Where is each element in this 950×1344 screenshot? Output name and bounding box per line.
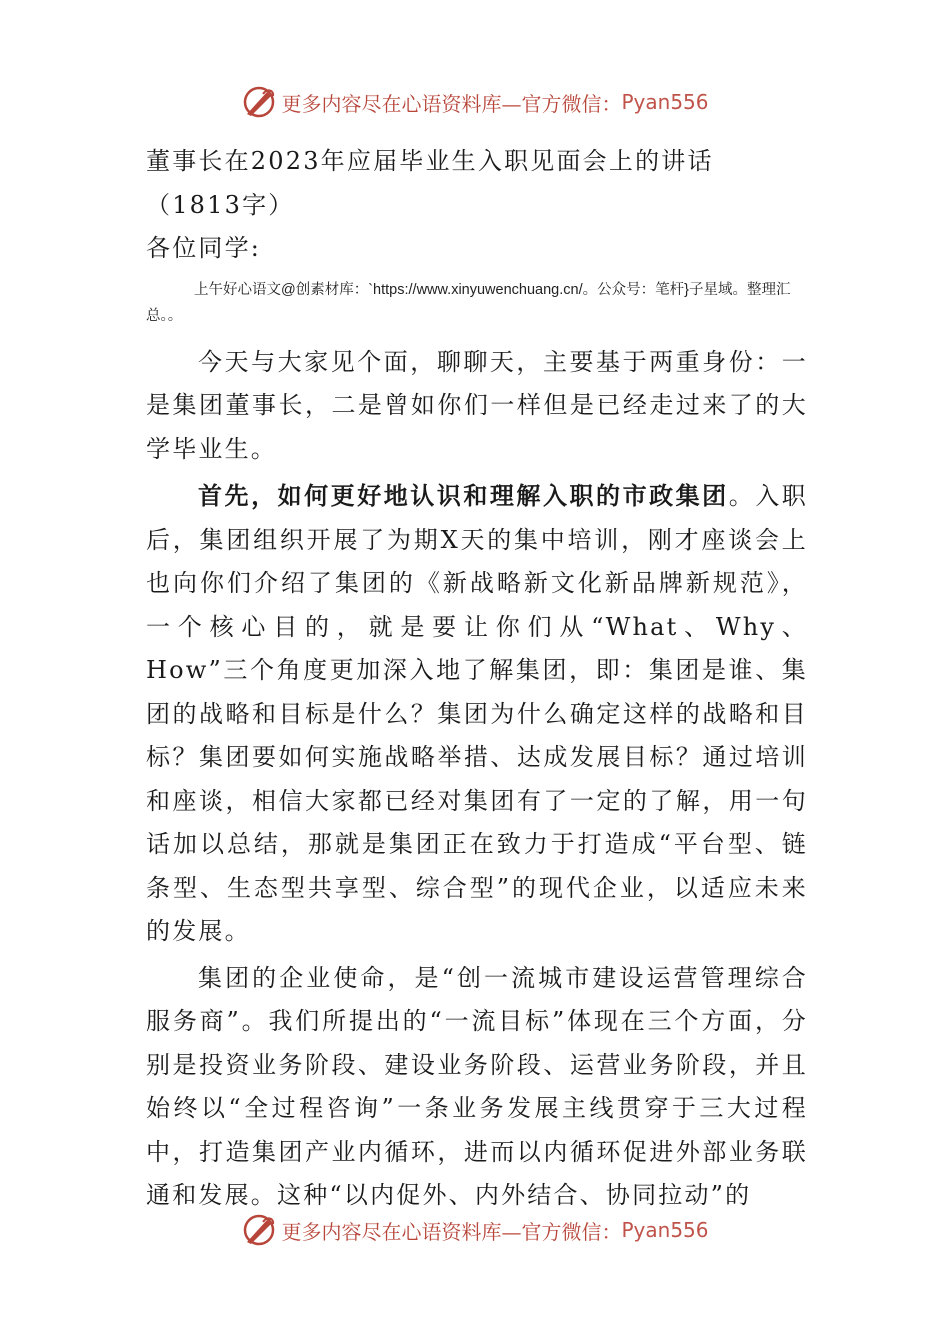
- paragraph-2-heading: 首先，如何更好地认识和理解入职的市政集团: [198, 481, 729, 510]
- footer-wechat-id: Pyan556: [621, 1218, 709, 1242]
- footer-banner: [0, 1210, 950, 1250]
- pen-logo-icon: [241, 84, 277, 120]
- header-banner-text: 更多内容尽在心语资料库—官方微信：: [281, 91, 622, 116]
- paragraph-2-text: 。入职后，集团组织开展了为期X天的集中培训，刚才座谈会上也向你们介绍了集团的《新战略新文化新品牌新规范》，一个核心目的，就是要让你们从“What、Why、How”三个角度更加深入地了解集团，即：集团是谁、集团的战略和目标是什么？集团为什么确定这样的战略和目标？集团要如何实施战略举措、达成发展目标？通过培训和座谈，相信大家都已经对集团有了一定的了解，用一句话加以总结，那就是集团正在致力于打造成“平台型、链条型、生态型共享型、综合型”的现代企业，以适应未来的发展。: [146, 482, 808, 945]
- source-note: [146, 277, 808, 329]
- document-body: [146, 140, 808, 1221]
- paragraph-3: 集团的企业使命，是“创一流城市建设运营管理综合服务商”。我们所提出的“一流目标”体现在三个方面，分别是投资业务阶段、建设业务阶段、运营业务阶段，并且始终以“全过程咨询”一条业务发展主线贯穿于三大过程中，打造集团产业内循环，进而以内循环促进外部业务联通和发展。这种“以内促外、内外结合、协同拉动”的: [146, 963, 808, 1209]
- header-banner: [0, 82, 950, 122]
- footer-banner-text: 更多内容尽在心语资料库—官方微信：: [281, 1219, 622, 1244]
- paragraph-2: [146, 474, 808, 954]
- paragraph-1: 今天与大家见个面，聊聊天，主要基于两重身份：一是集团董事长，二是曾如你们一样但是已经走过来了的大学毕业生。: [146, 347, 808, 463]
- page-title: 董事长在2023年应届毕业生入职见面会上的讲话（1813字）: [146, 147, 714, 219]
- pen-logo-icon: [241, 1212, 277, 1248]
- source-note-text: 上午好心语文@创素材库：`https://www.xinyuwenchuang.cn/。公众号：笔杆}子星域。整理汇总。。: [146, 281, 791, 324]
- salutation: 各位同学:: [146, 234, 262, 262]
- header-wechat-id: Pyan556: [621, 90, 709, 114]
